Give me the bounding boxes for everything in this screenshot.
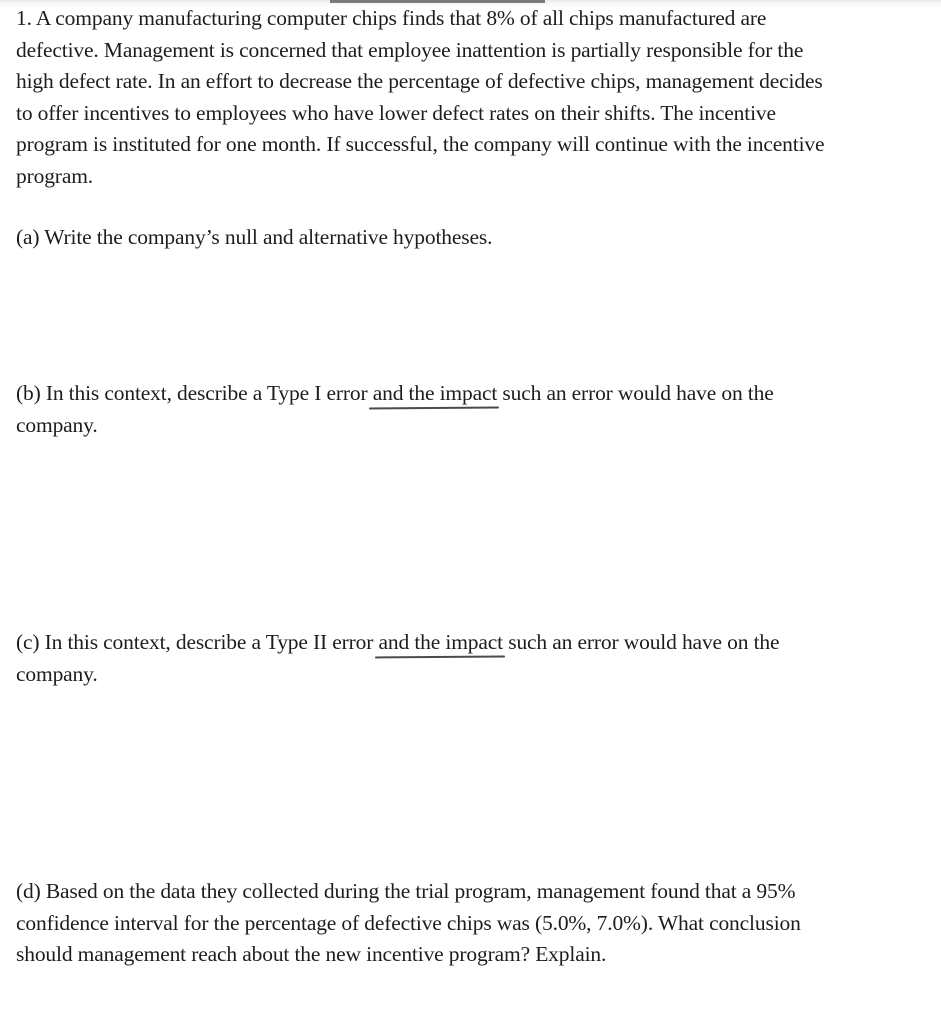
part-a bbox=[16, 222, 926, 254]
part-b-text-post: such an error would have on the bbox=[497, 381, 774, 405]
part-d-line-1: (d) Based on the data they collected during the trial program, management found that a 95% bbox=[16, 879, 796, 903]
part-b-underlined-text: and the impact bbox=[372, 381, 498, 405]
part-b-line-1 bbox=[16, 378, 926, 410]
intro-line-2: defective. Management is concerned that employee inattention is partially responsible for the bbox=[16, 37, 804, 62]
intro-line-6: program. bbox=[16, 163, 94, 188]
part-d bbox=[16, 876, 926, 971]
intro-line-5: program is instituted for one month. If successful, the company will continue with the incentive bbox=[16, 132, 825, 156]
part-a-prompt: (a) Write the company’s null and alternative hypotheses. bbox=[16, 225, 493, 249]
part-c-line-1 bbox=[16, 627, 926, 659]
part-c-text-post: such an error would have on the bbox=[503, 630, 780, 654]
part-b-line-2: company. bbox=[16, 412, 98, 437]
question-intro bbox=[16, 3, 926, 192]
part-c-underlined-text: and the impact bbox=[378, 630, 503, 654]
part-b-text-pre: (b) In this context, describe a Type I error bbox=[16, 381, 373, 405]
intro-line-3: high defect rate. In an effort to decrease the percentage of defective chips, management decides bbox=[16, 69, 823, 93]
part-b bbox=[16, 378, 926, 441]
part-c bbox=[16, 627, 926, 690]
part-d-line-2: confidence interval for the percentage of defective chips was (5.0%, 7.0%). What conclusion bbox=[16, 910, 801, 935]
part-d-line-3: should management reach about the new incentive program? Explain. bbox=[16, 942, 607, 966]
intro-line-1: 1. A company manufacturing computer chips finds that 8% of all chips manufactured are bbox=[16, 6, 767, 30]
part-c-text-pre: (c) In this context, describe a Type II error bbox=[16, 630, 379, 654]
part-c-line-2: company. bbox=[16, 661, 98, 686]
intro-line-4: to offer incentives to employees who have lower defect rates on their shifts. The incentive bbox=[16, 100, 776, 125]
